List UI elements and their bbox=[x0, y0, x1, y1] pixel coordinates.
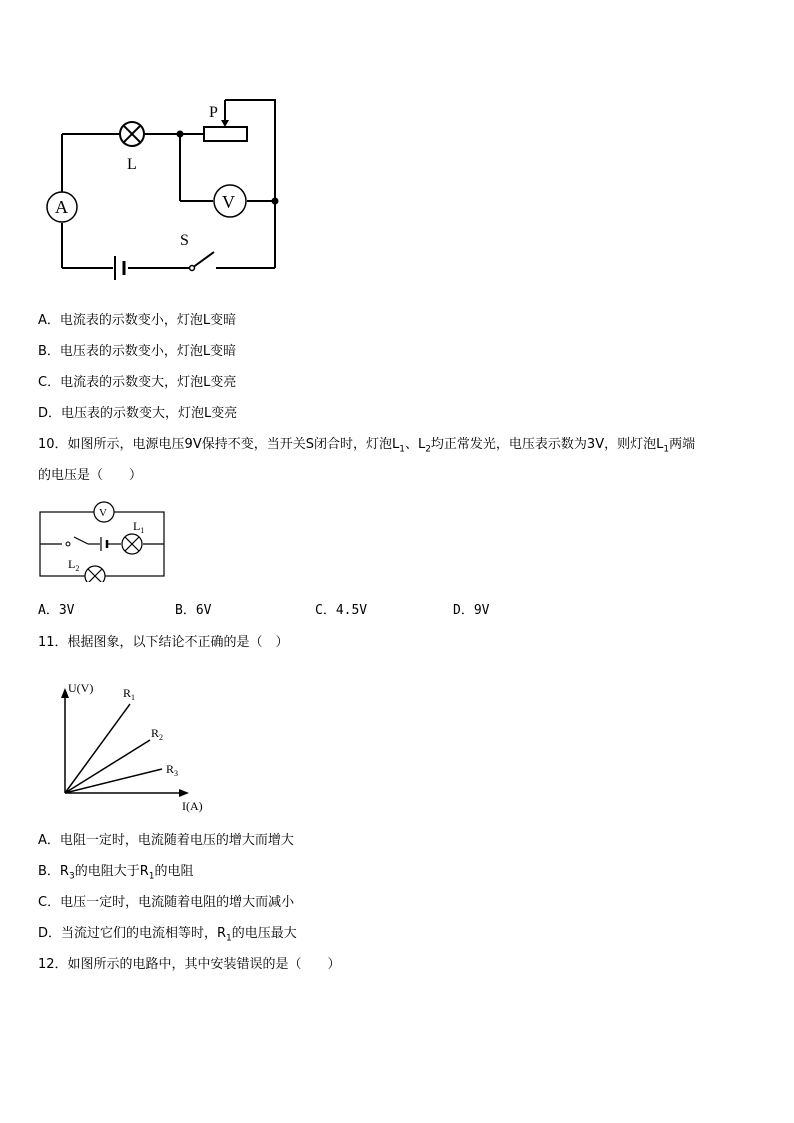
lamp1-symbol bbox=[122, 534, 142, 554]
q11-option-c: C．电压一定时，电流随着电阻的增大而减小 bbox=[38, 895, 295, 910]
q10-stem-line1: 10．如图所示，电源电压9V保持不变，当开关S闭合时，灯泡$L_1$、$L_2$均正常发光，电压表示数为3V，则灯泡$L_1$两端 bbox=[38, 437, 696, 455]
q11-stem: 11．根据图象，以下结论不正确的是（ ） bbox=[38, 635, 289, 650]
lamp-symbol bbox=[120, 122, 144, 146]
q9-option-c: C．电流表的示数变大，灯泡L变亮 bbox=[38, 375, 237, 390]
r3-label: $R_3$ bbox=[166, 762, 179, 778]
q11-option-a: A．电阻一定时，电流随着电压的增大而增大 bbox=[38, 833, 294, 848]
q9-option-b: B．电压表的示数变小，灯泡L变暗 bbox=[38, 344, 237, 359]
q10-option-d: D．9V bbox=[453, 603, 490, 618]
q10-stem-line2: 的电压是（ ） bbox=[38, 468, 143, 483]
circuit-figure-q10 bbox=[38, 500, 168, 582]
line-r2 bbox=[65, 740, 150, 793]
x-axis-label: I(A) bbox=[182, 799, 203, 813]
q10-option-b: B．6V bbox=[175, 603, 212, 618]
lamp1-label: $L_1$ bbox=[133, 519, 145, 535]
rheostat-label: P bbox=[209, 104, 218, 121]
q10-option-a: A．3V bbox=[38, 603, 75, 618]
y-axis-label: U(V) bbox=[68, 681, 94, 695]
ammeter-label: A bbox=[55, 197, 68, 217]
q12-stem: 12．如图所示的电路中，其中安装错误的是（ ） bbox=[38, 957, 341, 972]
lamp2-symbol bbox=[85, 566, 105, 582]
q11-option-b: B．$R_3$的电阻大于$R_1$的电阻 bbox=[38, 864, 194, 882]
q9-option-d: D．电压表的示数变大，灯泡L变亮 bbox=[38, 406, 238, 421]
q9-option-a: A．电流表的示数变小，灯泡L变暗 bbox=[38, 313, 237, 328]
voltmeter-label: V bbox=[222, 192, 235, 212]
r1-label: $R_1$ bbox=[123, 686, 136, 702]
voltmeter-label-q10: V bbox=[99, 507, 107, 519]
lamp-label: L bbox=[127, 156, 137, 173]
circuit-figure-q9 bbox=[40, 90, 300, 280]
lamp2-label: $L_2$ bbox=[68, 557, 80, 573]
q10-option-c: C．4.5V bbox=[315, 603, 368, 618]
ui-graph-q11 bbox=[38, 672, 218, 817]
switch-label: S bbox=[180, 232, 189, 249]
r2-label: $R_2$ bbox=[151, 726, 164, 742]
q11-option-d: D．当流过它们的电流相等时，$R_1$的电压最大 bbox=[38, 926, 297, 944]
